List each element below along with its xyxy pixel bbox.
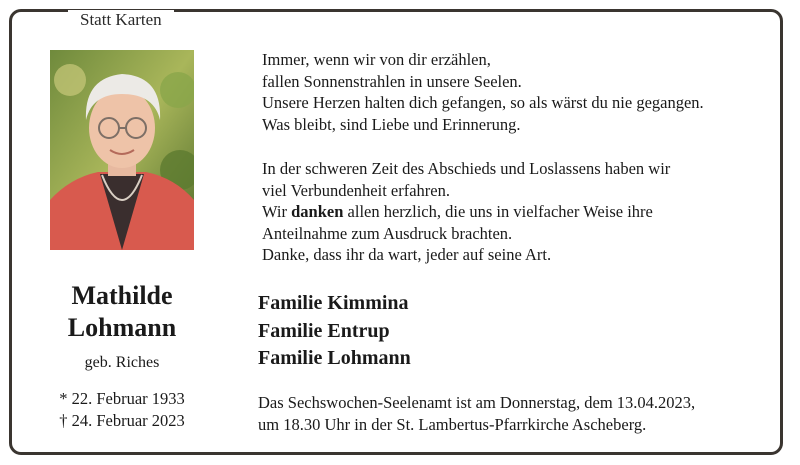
last-name: Lohmann: [67, 313, 177, 342]
family-name: Familie Lohmann: [258, 347, 411, 369]
poem: [262, 49, 704, 135]
poem-line: Immer, wenn wir von dir erzählen,: [262, 50, 491, 69]
mass-line: Das Sechswochen-Seelenamt ist am Donnerstag, dem 13.04.2023,: [258, 393, 696, 412]
thanks-text: [262, 158, 670, 266]
deceased-name: [40, 280, 204, 344]
memorial-mass-info: [258, 392, 695, 435]
family-name: Familie Entrup: [258, 319, 390, 342]
death-date: † 24. Februar 2023: [59, 411, 185, 430]
poem-line: Unsere Herzen halten dich gefangen, so als wärst du nie gegangen.: [262, 93, 704, 112]
family-name: Familie Kimmina: [258, 292, 409, 314]
thanks-line: viel Verbundenheit erfahren.: [262, 180, 450, 200]
thanks-bold-word: danken: [291, 202, 344, 221]
thanks-line-start: Wir: [262, 202, 292, 221]
thanks-line: In der schweren Zeit des Abschieds und Loslassens haben wir: [262, 159, 671, 178]
poem-line: Was bleibt, sind Liebe und Erinnerung.: [262, 114, 521, 134]
header-label: Statt Karten: [68, 10, 174, 30]
thanks-line: Anteilnahme zum Ausdruck brachten.: [262, 223, 513, 243]
thanks-line: Danke, dass ihr da wart, jeder auf seine Art.: [262, 245, 552, 264]
portrait-photo: [50, 50, 194, 250]
family-signatures: [258, 290, 411, 373]
first-name: Mathilde: [71, 281, 173, 310]
thanks-line-end: allen herzlich, die uns in vielfacher Weise ihre: [343, 202, 653, 221]
poem-line: fallen Sonnenstrahlen in unsere Seelen.: [262, 71, 522, 91]
birth-date: * 22. Februar 1933: [59, 389, 185, 408]
mass-line: um 18.30 Uhr in der St. Lambertus-Pfarrkirche Ascheberg.: [258, 414, 647, 434]
life-dates: [40, 388, 204, 432]
thanks-line: [262, 201, 670, 223]
birth-name: geb. Riches: [84, 354, 160, 371]
